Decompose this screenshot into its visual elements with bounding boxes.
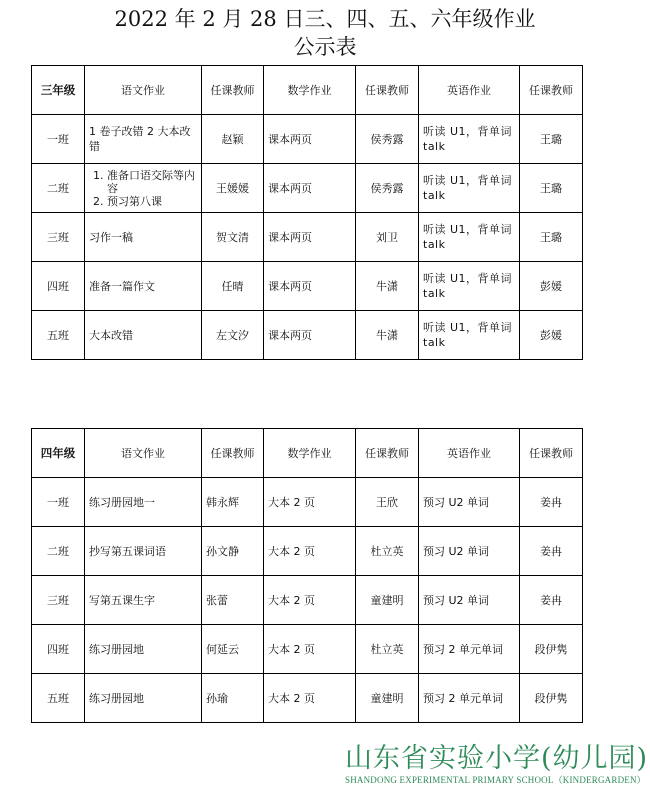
teacher-name: 王璐 bbox=[520, 115, 583, 164]
math-homework: 课本两页 bbox=[264, 115, 356, 164]
math-homework: 大本 2 页 bbox=[264, 625, 356, 674]
column-header: 语文作业 bbox=[85, 429, 202, 478]
math-homework: 大本 2 页 bbox=[264, 674, 356, 723]
table-row bbox=[32, 527, 583, 576]
teacher-name: 杜立英 bbox=[356, 527, 419, 576]
teacher-name: 孙瑜 bbox=[202, 674, 264, 723]
english-homework: 听读 U1，背单词 talk bbox=[419, 262, 520, 311]
chinese-homework: 练习册园地一 bbox=[85, 478, 202, 527]
math-homework: 课本两页 bbox=[264, 262, 356, 311]
math-homework: 大本 2 页 bbox=[264, 527, 356, 576]
teacher-name: 贺文清 bbox=[202, 213, 264, 262]
table-row bbox=[32, 262, 583, 311]
teacher-name: 段伊隽 bbox=[520, 625, 583, 674]
class-name: 一班 bbox=[32, 478, 85, 527]
class-name: 五班 bbox=[32, 674, 85, 723]
teacher-name: 彭媛 bbox=[520, 262, 583, 311]
table-row bbox=[32, 115, 583, 164]
teacher-name: 刘卫 bbox=[356, 213, 419, 262]
english-homework: 听读 U1，背单词 talk bbox=[419, 115, 520, 164]
column-header: 任课教师 bbox=[356, 66, 419, 115]
chinese-homework: 抄写第五课词语 bbox=[85, 527, 202, 576]
english-homework: 听读 U1，背单词 talk bbox=[419, 311, 520, 360]
column-header: 英语作业 bbox=[419, 66, 520, 115]
column-header: 数学作业 bbox=[264, 66, 356, 115]
teacher-name: 孙文静 bbox=[202, 527, 264, 576]
class-name: 三班 bbox=[32, 213, 85, 262]
column-header: 任课教师 bbox=[202, 66, 264, 115]
page-subtitle: 公示表 bbox=[293, 35, 357, 59]
table-row bbox=[32, 311, 583, 360]
column-header: 任课教师 bbox=[520, 66, 583, 115]
grade4-table bbox=[31, 428, 583, 723]
teacher-name: 左文汐 bbox=[202, 311, 264, 360]
english-homework: 预习 U2 单词 bbox=[419, 527, 520, 576]
class-name: 三班 bbox=[32, 576, 85, 625]
column-header: 任课教师 bbox=[520, 429, 583, 478]
teacher-name: 牛潇 bbox=[356, 262, 419, 311]
english-homework: 听读 U1，背单词 talk bbox=[419, 164, 520, 213]
grade-label: 四年级 bbox=[32, 429, 85, 478]
math-homework: 课本两页 bbox=[264, 164, 356, 213]
class-name: 一班 bbox=[32, 115, 85, 164]
school-name-chinese: 山东省实验小学(幼儿园) bbox=[345, 743, 649, 774]
chinese-homework: 大本改错 bbox=[85, 311, 202, 360]
grade-label: 三年级 bbox=[32, 66, 85, 115]
grade3-table bbox=[31, 65, 583, 360]
column-header: 任课教师 bbox=[356, 429, 419, 478]
list-item: 1. 准备口语交际等内容 bbox=[107, 169, 197, 195]
teacher-name: 侯秀露 bbox=[356, 164, 419, 213]
class-name: 五班 bbox=[32, 311, 85, 360]
teacher-name: 姜冉 bbox=[520, 478, 583, 527]
table-row bbox=[32, 213, 583, 262]
table-row bbox=[32, 674, 583, 723]
teacher-name: 姜冉 bbox=[520, 527, 583, 576]
list-item: 2. 预习第八课 bbox=[107, 195, 197, 208]
teacher-name: 王欣 bbox=[356, 478, 419, 527]
english-homework: 听读 U1，背单词 talk bbox=[419, 213, 520, 262]
table-row bbox=[32, 625, 583, 674]
class-name: 四班 bbox=[32, 262, 85, 311]
teacher-name: 姜冉 bbox=[520, 576, 583, 625]
teacher-name: 张蕾 bbox=[202, 576, 264, 625]
chinese-homework: 练习册园地 bbox=[85, 674, 202, 723]
teacher-name: 何延云 bbox=[202, 625, 264, 674]
column-header: 数学作业 bbox=[264, 429, 356, 478]
school-name-english: SHANDONG EXPERIMENTAL PRIMARY SCHOOL（KINDERGARDEN） bbox=[345, 775, 646, 785]
english-homework: 预习 2 单元单词 bbox=[419, 674, 520, 723]
column-header: 任课教师 bbox=[202, 429, 264, 478]
math-homework: 课本两页 bbox=[264, 213, 356, 262]
teacher-name: 王璐 bbox=[520, 164, 583, 213]
teacher-name: 侯秀露 bbox=[356, 115, 419, 164]
column-header: 语文作业 bbox=[85, 66, 202, 115]
teacher-name: 童建明 bbox=[356, 674, 419, 723]
table-header-row bbox=[32, 429, 583, 478]
teacher-name: 牛潇 bbox=[356, 311, 419, 360]
class-name: 二班 bbox=[32, 164, 85, 213]
class-name: 二班 bbox=[32, 527, 85, 576]
teacher-name: 任晴 bbox=[202, 262, 264, 311]
teacher-name: 韩永辉 bbox=[202, 478, 264, 527]
table-header-row bbox=[32, 66, 583, 115]
teacher-name: 杜立英 bbox=[356, 625, 419, 674]
teacher-name: 彭媛 bbox=[520, 311, 583, 360]
chinese-homework: 准备一篇作文 bbox=[85, 262, 202, 311]
table-row bbox=[32, 576, 583, 625]
teacher-name: 童建明 bbox=[356, 576, 419, 625]
teacher-name: 赵颖 bbox=[202, 115, 264, 164]
chinese-homework: 习作一稿 bbox=[85, 213, 202, 262]
chinese-homework-list bbox=[89, 169, 197, 208]
teacher-name: 王璐 bbox=[520, 213, 583, 262]
class-name: 四班 bbox=[32, 625, 85, 674]
math-homework: 课本两页 bbox=[264, 311, 356, 360]
english-homework: 预习 U2 单词 bbox=[419, 576, 520, 625]
table-row bbox=[32, 164, 583, 213]
chinese-homework bbox=[85, 164, 202, 213]
chinese-homework: 写第五课生字 bbox=[85, 576, 202, 625]
chinese-homework: 练习册园地 bbox=[85, 625, 202, 674]
math-homework: 大本 2 页 bbox=[264, 576, 356, 625]
teacher-name: 段伊隽 bbox=[520, 674, 583, 723]
english-homework: 预习 U2 单词 bbox=[419, 478, 520, 527]
school-logo bbox=[345, 743, 649, 786]
page-title: 2022 年 2 月 28 日三、四、五、六年级作业 bbox=[114, 7, 536, 31]
math-homework: 大本 2 页 bbox=[264, 478, 356, 527]
table-row bbox=[32, 478, 583, 527]
english-homework: 预习 2 单元单词 bbox=[419, 625, 520, 674]
column-header: 英语作业 bbox=[419, 429, 520, 478]
chinese-homework: 1 卷子改错 2 大本改错 bbox=[85, 115, 202, 164]
teacher-name: 王媛媛 bbox=[202, 164, 264, 213]
